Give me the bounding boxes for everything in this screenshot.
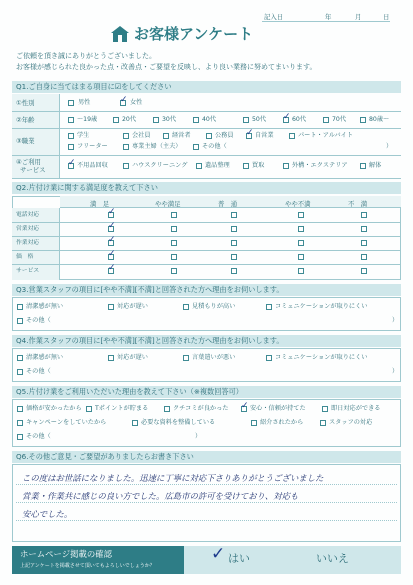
q2-satisfaction-checkbox[interactable] xyxy=(298,268,304,274)
age-option: 50代 xyxy=(252,116,267,123)
q4-checkbox[interactable] xyxy=(108,355,114,361)
q4-other-close: ） xyxy=(392,368,399,375)
q4-checkbox[interactable] xyxy=(17,355,23,361)
q5-checkbox[interactable] xyxy=(86,406,92,412)
q5-option: 紹介されたから xyxy=(260,419,304,426)
service-checkbox[interactable] xyxy=(360,163,366,169)
q5-checkbox[interactable] xyxy=(251,420,257,426)
q4-option: 対応が遅い xyxy=(117,354,148,361)
q3-checkbox[interactable] xyxy=(183,304,189,310)
q6-rule-line xyxy=(16,520,397,521)
q4-option: 清潔感が無い xyxy=(26,354,64,361)
footer-yes-option[interactable]: はい xyxy=(228,552,250,565)
service-option: ハウスクリーニング xyxy=(132,162,188,169)
age-label: ②年齢 xyxy=(16,116,35,124)
job-checkbox[interactable] xyxy=(123,144,129,150)
q2-satisfaction-checkbox[interactable] xyxy=(361,268,367,274)
job-option: 自営業 xyxy=(255,132,274,139)
q5-option: Tポイントが貯まる xyxy=(95,405,149,412)
q2-check-mark: ✓ xyxy=(108,235,116,245)
q5-option: スタッフの対応 xyxy=(329,419,373,426)
q5-title: Q5.片付け業をご利用いただいた理由を教えて下さい（※複数回答可） xyxy=(12,386,401,398)
age-checkbox[interactable] xyxy=(113,117,119,123)
q1-divider xyxy=(12,111,401,112)
q2-check-mark: ✓ xyxy=(108,221,116,231)
job-checkbox[interactable] xyxy=(289,133,295,139)
q4-checkbox[interactable] xyxy=(266,355,272,361)
q2-row-label: 電話対応 xyxy=(16,212,40,218)
job-option: 専業主婦（主夫） xyxy=(132,143,182,150)
date-label: 記入日 xyxy=(264,13,284,21)
job-checkbox[interactable] xyxy=(68,144,74,150)
job-checkbox[interactable] xyxy=(163,133,169,139)
q4-checkbox[interactable] xyxy=(183,355,189,361)
age-option: 30代 xyxy=(162,116,177,123)
job-option: 公務員 xyxy=(215,132,234,139)
q5-checkbox[interactable] xyxy=(132,420,138,426)
q5-other-checkbox[interactable] xyxy=(17,434,23,440)
age-option: 40代 xyxy=(202,116,217,123)
q5-other-close: ） xyxy=(195,433,202,440)
gender-female-check-mark: ✓ xyxy=(120,95,128,105)
job-checkbox[interactable] xyxy=(123,133,129,139)
q2-satisfaction-checkbox[interactable] xyxy=(298,226,304,232)
service-label-2: サービス xyxy=(20,166,46,174)
q5-option: 安心・信頼が持てた xyxy=(250,405,306,412)
q4-other-checkbox[interactable] xyxy=(17,369,23,375)
q5-option: 即日対応ができる xyxy=(331,405,381,412)
q5-checkbox[interactable] xyxy=(17,420,23,426)
job-checkbox[interactable] xyxy=(68,133,74,139)
age-checkbox[interactable] xyxy=(153,117,159,123)
age-option: 20代 xyxy=(122,116,137,123)
gender-label: ①性別 xyxy=(16,99,35,107)
q3-other-checkbox[interactable] xyxy=(17,318,23,324)
q5-option: クチコミが良かった xyxy=(173,405,229,412)
q2-satisfaction-checkbox[interactable] xyxy=(231,254,237,260)
age-check-mark: ✓ xyxy=(283,112,291,122)
gender-female-label: 女性 xyxy=(130,99,143,106)
q3-other-close: ） xyxy=(392,317,399,324)
q6-handwritten-line: この度はお世話になりました。迅速に丁寧に対応下さりありがとうございました xyxy=(22,473,324,483)
q5-option: 必要な資料を整備している xyxy=(141,419,216,426)
date-underline xyxy=(262,21,390,22)
q2-check-mark: ✓ xyxy=(108,207,116,217)
q3-checkbox[interactable] xyxy=(108,304,114,310)
q2-row-divider xyxy=(12,222,401,223)
q2-row-divider xyxy=(12,236,401,237)
age-option: 80歳〜 xyxy=(369,116,390,123)
q6-handwritten-line: 営業・作業共に感じの良い方でした。広島市の許可を受けており、対応も xyxy=(22,491,299,501)
q6-rule-line xyxy=(16,502,397,503)
service-checkbox[interactable] xyxy=(243,163,249,169)
q2-satisfaction-checkbox[interactable] xyxy=(171,240,177,246)
footer-title: ホームページ掲載の確認 xyxy=(20,549,112,559)
q6-title: Q6.その他ご意見・ご要望がありましたらお書き下さい xyxy=(12,451,401,463)
q2-satisfaction-checkbox[interactable] xyxy=(298,212,304,218)
q2-satisfaction-checkbox[interactable] xyxy=(361,240,367,246)
q4-title: Q4.作業スタッフの項目に[やや不満][不満]と回答された方へ理由をお伺いします。 xyxy=(12,335,401,347)
q2-satisfaction-checkbox[interactable] xyxy=(231,212,237,218)
q3-option: 対応が遅い xyxy=(117,303,148,310)
job-label: ③職業 xyxy=(16,137,35,145)
service-option: 遺品整理 xyxy=(205,162,230,169)
q2-satisfaction-checkbox[interactable] xyxy=(298,254,304,260)
date-year: 年 xyxy=(325,13,332,21)
job-option: 経営者 xyxy=(172,132,191,139)
q4-option: 言葉遣いが悪い xyxy=(192,354,236,361)
q3-option: コミュニケーションが取りにくい xyxy=(275,303,368,310)
q1-divider xyxy=(12,128,401,129)
q2-satisfaction-checkbox[interactable] xyxy=(231,226,237,232)
q5-option: キャンペーンをしていたから xyxy=(26,419,107,426)
age-checkbox[interactable] xyxy=(243,117,249,123)
q2-col-header: やや不満 xyxy=(285,200,311,208)
service-option: 外構・エクステリア xyxy=(292,162,348,169)
job-other-close: ） xyxy=(386,143,393,150)
house-icon xyxy=(110,25,130,43)
q3-title: Q3.営業スタッフの項目に[やや不満][不満]と回答された方へ理由をお伺いします。 xyxy=(12,284,401,296)
q3-checkbox[interactable] xyxy=(17,304,23,310)
job-checkbox[interactable] xyxy=(206,133,212,139)
date-day: 日 xyxy=(383,13,390,21)
footer-no-option[interactable]: いいえ xyxy=(316,552,349,565)
job-option: フリーター xyxy=(77,143,108,150)
footer-yes-check-mark: ✓ xyxy=(211,544,226,564)
job-other-label: その他（ xyxy=(202,143,227,150)
page-title: お客様アンケート xyxy=(134,25,254,43)
q2-table xyxy=(12,196,401,280)
job-checkbox[interactable] xyxy=(193,144,199,150)
q2-row-divider xyxy=(12,250,401,251)
q5-checkbox[interactable] xyxy=(17,406,23,412)
q6-handwritten-line: 安心でした。 xyxy=(22,509,73,519)
q3-checkbox[interactable] xyxy=(266,304,272,310)
job-check-mark: ✓ xyxy=(246,128,254,138)
service-checkbox[interactable] xyxy=(196,163,202,169)
q1-divider xyxy=(12,155,401,156)
date-month: 月 xyxy=(355,13,362,21)
service-check-mark: ✓ xyxy=(68,158,76,168)
q5-other-label: その他（ xyxy=(26,433,51,440)
gender-male-label: 男性 xyxy=(78,99,91,106)
q2-satisfaction-checkbox[interactable] xyxy=(298,240,304,246)
q2-col-header: やや満足 xyxy=(155,200,181,208)
q2-title: Q2.片付け業に関する満足度を教えて下さい xyxy=(12,182,401,194)
q4-option: コミュニケーションが取りにくい xyxy=(275,354,368,361)
service-option: 解体 xyxy=(369,162,382,169)
q2-satisfaction-checkbox[interactable] xyxy=(171,268,177,274)
q2-col-header: 普 通 xyxy=(218,200,238,208)
q1-title: Q1.ご自身に当てはまる項目に☑をしてください xyxy=(12,81,401,93)
q2-satisfaction-checkbox[interactable] xyxy=(171,212,177,218)
service-option: 不用品回収 xyxy=(77,162,108,169)
age-checkbox[interactable] xyxy=(323,117,329,123)
q2-row-label: 価 格 xyxy=(16,254,34,260)
q2-row-label: 作業対応 xyxy=(16,240,40,246)
q2-satisfaction-checkbox[interactable] xyxy=(361,226,367,232)
intro-line-1: ご依頼を頂き誠にありがとうございました。 xyxy=(16,52,156,60)
q3-option: 清潔感が無い xyxy=(26,303,64,310)
intro-line-2: お客様が感じられた良かった点・改善点・ご要望を反映し、より良い業務に努めてまいります。 xyxy=(16,63,317,71)
q6-rule-line xyxy=(16,484,397,485)
q2-col-header: 不 満 xyxy=(348,200,368,208)
q2-satisfaction-checkbox[interactable] xyxy=(361,212,367,218)
q1-divider xyxy=(12,178,401,179)
age-option: 〜19歳 xyxy=(77,116,98,123)
age-option: 70代 xyxy=(332,116,347,123)
q2-col-header: 満 足 xyxy=(90,200,110,208)
q3-option: 見積もりが高い xyxy=(192,303,236,310)
service-checkbox[interactable] xyxy=(283,163,289,169)
q3-other-label: その他（ xyxy=(26,317,51,324)
q5-check-mark: ✓ xyxy=(241,401,249,411)
job-option: 会社員 xyxy=(132,132,151,139)
footer-note: 上記アンケートを掲載させて頂いてもよろしいでしょうか？ xyxy=(20,563,155,569)
q2-check-mark: ✓ xyxy=(108,263,116,273)
q2-row-label: 営業対応 xyxy=(16,226,40,232)
age-checkbox[interactable] xyxy=(68,117,74,123)
q2-satisfaction-checkbox[interactable] xyxy=(231,268,237,274)
q5-checkbox[interactable] xyxy=(164,406,170,412)
q2-row-divider xyxy=(12,264,401,265)
q2-satisfaction-checkbox[interactable] xyxy=(171,254,177,260)
job-option: パート・アルバイト xyxy=(298,132,354,139)
service-label-1: ④ご利用 xyxy=(16,158,41,166)
gender-male-checkbox[interactable] xyxy=(68,100,74,106)
age-checkbox[interactable] xyxy=(193,117,199,123)
age-checkbox[interactable] xyxy=(360,117,366,123)
q2-check-mark: ✓ xyxy=(108,249,116,259)
age-option: 60代 xyxy=(292,116,307,123)
q5-option: 価格が安かったから xyxy=(26,405,82,412)
q5-checkbox[interactable] xyxy=(320,420,326,426)
q4-other-label: その他（ xyxy=(26,368,51,375)
q2-satisfaction-checkbox[interactable] xyxy=(361,254,367,260)
service-option: 買取 xyxy=(252,162,265,169)
q2-satisfaction-checkbox[interactable] xyxy=(171,226,177,232)
job-option: 学生 xyxy=(77,132,90,139)
q2-satisfaction-checkbox[interactable] xyxy=(231,240,237,246)
q5-checkbox[interactable] xyxy=(322,406,328,412)
service-checkbox[interactable] xyxy=(123,163,129,169)
q2-row-label: サービス xyxy=(16,268,40,274)
